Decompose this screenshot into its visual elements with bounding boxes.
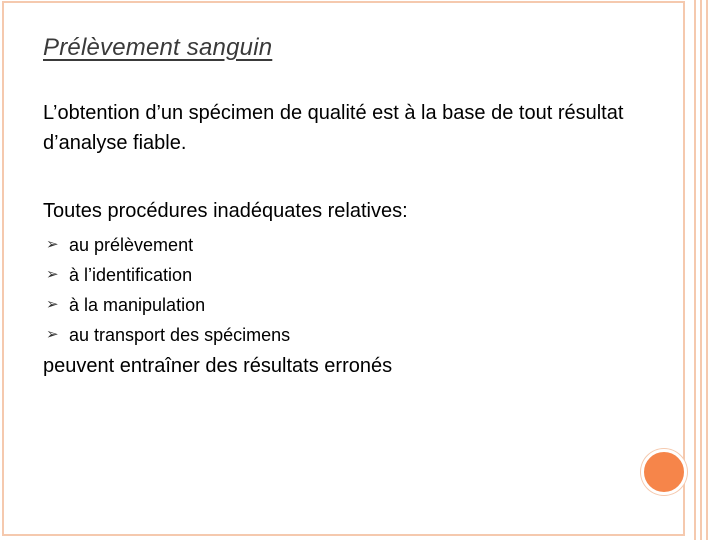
list-item	[43, 290, 290, 320]
intro-paragraph: L’obtention d’un spécimen de qualité est à la base de tout résultat d’analyse fiable.	[43, 102, 624, 154]
arrow-bullet-icon: ➢	[46, 326, 59, 343]
arrow-bullet-icon: ➢	[46, 296, 59, 313]
bullet-text: au transport des spécimens	[69, 325, 291, 345]
procedures-heading: Toutes procédures inadéquates relatives:	[43, 200, 408, 222]
list-item	[43, 260, 290, 290]
bullet-list	[43, 230, 290, 350]
decorative-line	[706, 0, 708, 540]
decorative-circle	[641, 449, 687, 495]
list-item	[43, 320, 290, 350]
decorative-line	[700, 0, 702, 540]
bullet-text: à la manipulation	[69, 295, 206, 315]
conclusion-paragraph: peuvent entraîner des résultats erronés	[43, 355, 393, 377]
decorative-line	[694, 0, 696, 540]
arrow-bullet-icon: ➢	[46, 266, 59, 283]
slide-title: Prélèvement sanguin	[43, 34, 273, 61]
bullet-text: au prélèvement	[69, 235, 194, 255]
bullet-text: à l’identification	[69, 265, 193, 285]
list-item	[43, 230, 290, 260]
arrow-bullet-icon: ➢	[46, 236, 59, 253]
